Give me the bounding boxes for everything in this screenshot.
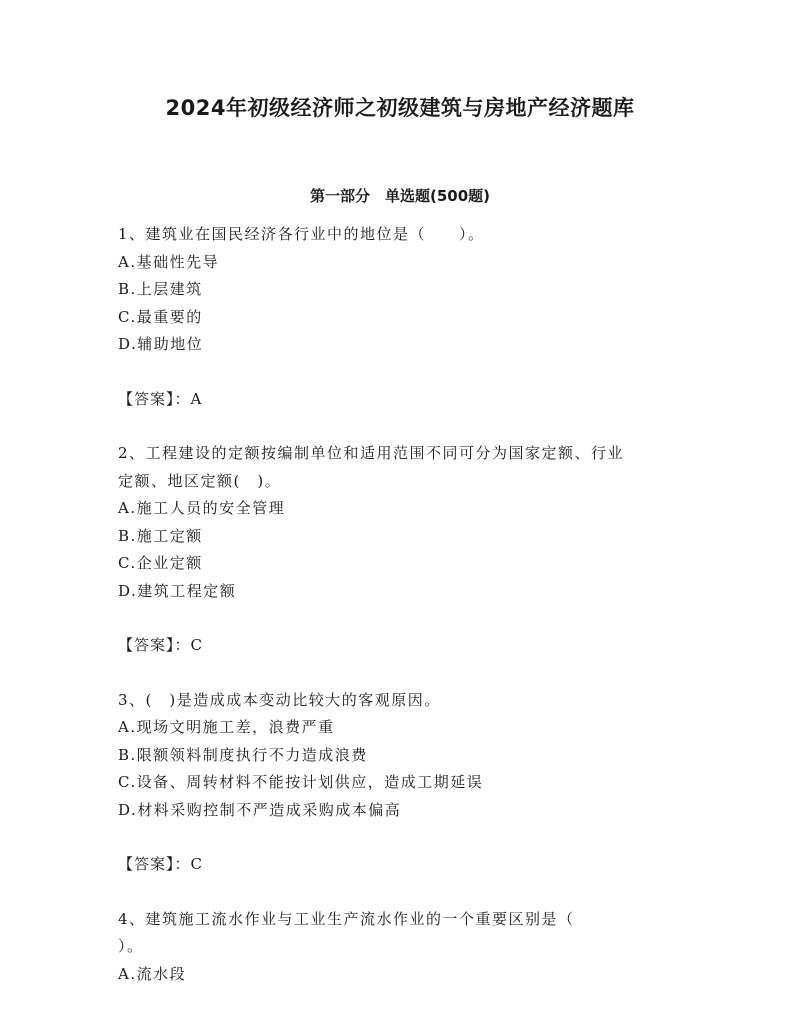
option-a: A.流水段 bbox=[118, 964, 187, 983]
option-c: C.设备、周转材料不能按计划供应，造成工期延误 bbox=[118, 773, 484, 791]
document-title: 2024年初级经济师之初级建筑与房地产经济题库 bbox=[165, 96, 635, 120]
section-title: 第一部分 单选题(500题) bbox=[309, 187, 491, 205]
option-c: C.最重要的 bbox=[118, 307, 203, 326]
answer-label: 【答案】： bbox=[118, 855, 191, 873]
question-stem-continued: 定额、地区定额( )。 bbox=[118, 471, 282, 490]
question-4 bbox=[118, 906, 688, 989]
question-1 bbox=[118, 221, 688, 440]
answer-line bbox=[118, 632, 688, 660]
question-2 bbox=[118, 440, 688, 687]
answer-line bbox=[118, 386, 688, 414]
question-stem-continued: ）。 bbox=[118, 937, 144, 955]
answer-value: A bbox=[190, 389, 203, 408]
question-stem: 4、建筑施工流水作业与工业生产流水作业的一个重要区别是（ bbox=[118, 909, 575, 928]
option-b: B.限额领料制度执行不力造成浪费 bbox=[118, 745, 368, 764]
option-d: D.材料采购控制不严造成采购成本偏高 bbox=[118, 800, 402, 819]
option-b: B.施工定额 bbox=[118, 526, 203, 545]
option-a: A.现场文明施工差，浪费严重 bbox=[118, 718, 335, 736]
option-a: A.基础性先导 bbox=[118, 252, 220, 271]
option-a: A.施工人员的安全管理 bbox=[118, 499, 286, 517]
answer-value: C bbox=[190, 855, 203, 873]
option-c: C.企业定额 bbox=[118, 554, 203, 572]
option-d: D.辅助地位 bbox=[118, 335, 204, 353]
answer-line bbox=[118, 851, 688, 879]
question-stem: 3、( )是造成成本变动比较大的客观原因。 bbox=[118, 690, 441, 709]
answer-label: 【答案】： bbox=[118, 389, 191, 408]
option-b: B.上层建筑 bbox=[118, 280, 203, 298]
question-3 bbox=[118, 687, 688, 906]
option-d: D.建筑工程定额 bbox=[118, 581, 237, 600]
answer-value: C bbox=[190, 636, 203, 654]
question-list bbox=[118, 221, 688, 988]
answer-label: 【答案】： bbox=[118, 636, 191, 654]
question-stem: 1、建筑业在国民经济各行业中的地位是（ ）。 bbox=[118, 225, 485, 243]
question-stem: 2、工程建设的定额按编制单位和适用范围不同可分为国家定额、行业 bbox=[118, 444, 625, 462]
